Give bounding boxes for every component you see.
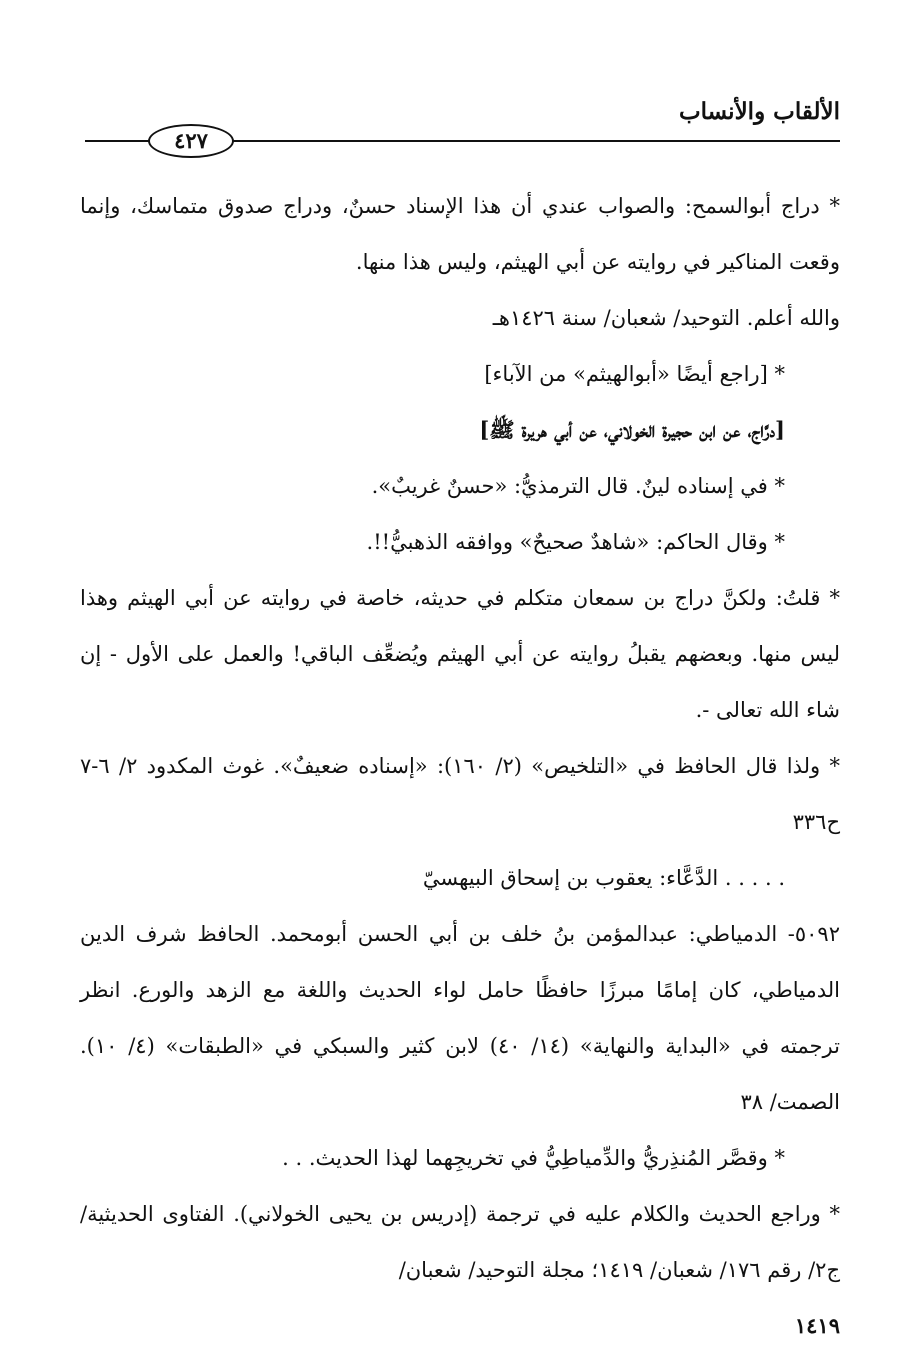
running-header-title: الألقاب والأنساب xyxy=(678,98,840,125)
page-body xyxy=(80,178,840,1354)
paragraph-final-year: ١٤١٩ xyxy=(794,1313,840,1338)
paragraph-entry-5092: ٥٠٩٢- الدمياطي: عبدالمؤمن بنُ خلف بن أبي الحسن أبومحمد. الحافظ شرف الدين الدمياطي، كان إمامًا مبرزًا حافظًا حامل لواء الحديث واللغة مع الزهد والورع. انظر ترجمته في «البداية والنهاية» (١٤/ ٤٠) لابن كثير والسبكي في «الطبقات» (٤/ ١٠). الصمت/ ٣٨ xyxy=(80,922,840,1114)
paragraph-hakim: * وقال الحاكم: «شاهدٌ صحيحٌ» ووافقه الذهبيُّ!!. xyxy=(366,530,785,554)
paragraph-darraj-source: والله أعلم. التوحيد/ شعبان/ سنة ١٤٢٦هـ xyxy=(492,306,840,330)
paragraph-daaa: . . . . . الدَّعَّاء: يعقوب بن إسحاق البيهسيّ xyxy=(422,866,785,890)
paragraph-see-idris: * وراجع الحديث والكلام عليه في ترجمة (إدريس بن يحيى الخولاني). الفتاوى الحديثية/ ج٢/ رقم ١٧٦/ شعبان/ ١٤١٩؛ مجلة التوحيد/ شعبان/ xyxy=(80,1202,840,1282)
paragraph-see-also: * [راجع أيضًا «أبوالهيثم» من الآباء] xyxy=(484,362,785,386)
page-number-badge: ٤٢٧ xyxy=(148,124,234,158)
paragraph-tirmidhi: * في إسناده لينٌ. قال الترمذيُّ: «حسنٌ غريبٌ». xyxy=(371,474,785,498)
header-rule-left xyxy=(85,140,155,142)
paragraph-mundhiri: * وقصَّر المُنذِريُّ والدِّمياطِيُّ في تخريجِهما لهذا الحديث. . . xyxy=(282,1146,785,1170)
paragraph-hafiz-talkhis: * ولذا قال الحافظ في «التلخيص» (٢/ ١٦٠): «إسناده ضعيفٌ». غوث المكدود ٢/ ٦-٧ ح٣٣٦ xyxy=(80,754,840,834)
paragraph-darraj-abu-samh: * دراج أبوالسمح: والصواب عندي أن هذا الإسناد حسنٌ، ودراج صدوق متماسك، وإنما وقعت المناكير في روايته عن أبي الهيثم، وليس هذا منها. xyxy=(80,194,840,274)
paragraph-chain-heading: [درَّاج، عن ابن حجيرة الخولاني، عن أبي هريرة ﷺ] xyxy=(479,417,785,442)
header-rule-right xyxy=(225,140,840,142)
paragraph-qultu: * قلتُ: ولكنَّ دراج بن سمعان متكلم في حديثه، خاصة في روايته عن أبي الهيثم وهذا ليس منها. وبعضهم يقبلُ روايته عن أبي الهيثم ويُضعِّف الباقي! والعمل على الأول - إن شاء الله تعالى -. xyxy=(80,586,840,722)
